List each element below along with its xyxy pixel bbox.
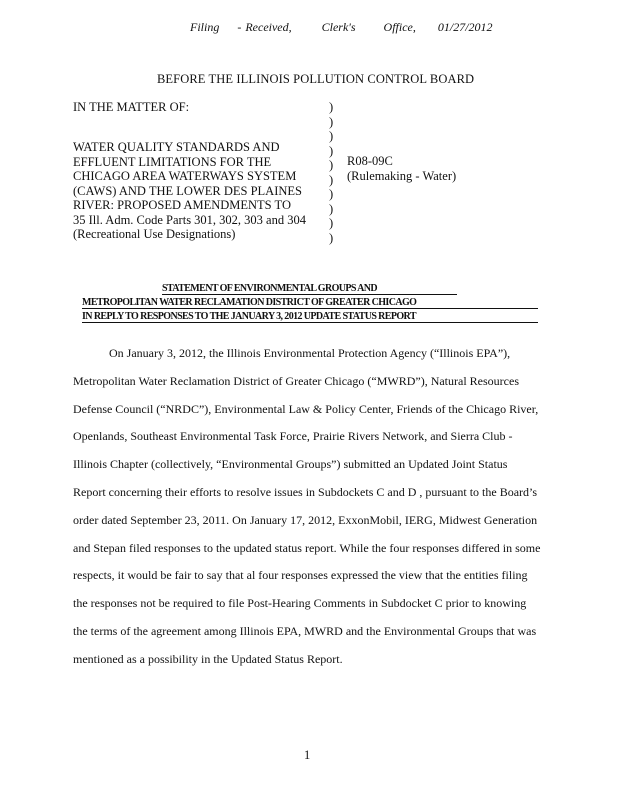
paren: ) <box>329 172 334 187</box>
matter-label: IN THE MATTER OF: <box>73 100 190 114</box>
paren: ) <box>329 201 334 216</box>
caption-line: (Recreational Use Designations) <box>73 227 236 241</box>
body-line: Openlands, Southeast Environmental Task Force, Prairie Rivers Network, and Sierra Club - <box>73 429 513 444</box>
caption-line: RIVER: PROPOSED AMENDMENTS TO <box>73 198 291 212</box>
page-number: 1 <box>304 748 311 762</box>
paren: ) <box>329 143 334 158</box>
board-title: BEFORE THE ILLINOIS POLLUTION CONTROL BOARD <box>157 72 475 86</box>
statement-title-line-1: STATEMENT OF ENVIRONMENTAL GROUPS AND <box>162 283 378 294</box>
body-line: the terms of the agreement among Illinois EPA, MWRD and the Environmental Groups that was <box>73 623 537 638</box>
filing-stamp <box>190 20 493 35</box>
caption-line: (CAWS) AND THE LOWER DES PLAINES <box>73 183 302 198</box>
received-word: - Received, <box>237 20 292 34</box>
body-line: mentioned as a possibility in the Updated Status Report. <box>73 651 343 666</box>
docket-info <box>347 154 456 183</box>
caption-line: WATER QUALITY STANDARDS AND <box>73 140 280 154</box>
paren: ) <box>329 158 334 172</box>
body-line: Illinois Chapter (collectively, “Environmental Groups”) submitted an Updated Joint Status <box>73 457 508 472</box>
caption-parens <box>329 100 333 245</box>
body-line: respects, it would be fair to say that al four responses expressed the view that the entities filing <box>73 568 528 583</box>
caption-line: 35 Ill. Adm. Code Parts 301, 302, 303 and 304 <box>73 212 306 227</box>
paren: ) <box>329 100 334 114</box>
filing-date: 01/27/2012 <box>437 20 493 34</box>
body-line: and Stepan filed responses to the updated status report. While the four responses differed in some <box>73 540 541 555</box>
paren: ) <box>329 129 334 143</box>
caption-line: CHICAGO AREA WATERWAYS SYSTEM <box>73 169 297 183</box>
paren: ) <box>329 114 334 129</box>
body-paragraph <box>73 340 553 674</box>
statement-title-line-3: IN REPLY TO RESPONSES TO THE JANUARY 3, 2012 UPDATE STATUS REPORT <box>82 311 416 322</box>
paren: ) <box>329 187 334 201</box>
title-underline-1 <box>162 294 457 295</box>
title-underline-3 <box>82 322 538 323</box>
body-line: On January 3, 2012, the Illinois Environmental Protection Agency (“Illinois EPA”), <box>109 346 511 360</box>
office-word: Office, <box>383 20 416 34</box>
paren: ) <box>329 230 334 245</box>
body-line: order dated September 23, 2011. On January 17, 2012, ExxonMobil, IERG, Midwest Generation <box>73 512 538 527</box>
case-caption <box>73 140 306 242</box>
body-line: the responses not be required to file Post-Hearing Comments in Subdocket C prior to knowing <box>73 596 527 611</box>
statement-title-line-2: METROPOLITAN WATER RECLAMATION DISTRICT OF GREATER CHICAGO <box>82 297 417 308</box>
title-underline-2 <box>82 308 538 309</box>
caption-line: EFFLUENT LIMITATIONS FOR THE <box>73 154 272 169</box>
docket-type: (Rulemaking - Water) <box>347 168 457 183</box>
paren: ) <box>329 216 334 230</box>
body-line: Defense Council (“NRDC”), Environmental Law & Policy Center, Friends of the Chicago River, <box>73 401 539 416</box>
body-line: Metropolitan Water Reclamation District of Greater Chicago (“MWRD”), Natural Resources <box>73 373 519 388</box>
filing-word: Filing <box>190 20 220 34</box>
body-line: Report concerning their efforts to resolve issues in Subdockets C and D , pursuant to the Board’s <box>73 484 538 499</box>
clerks-word: Clerk's <box>321 20 356 34</box>
docket-number: R08-09C <box>347 154 393 168</box>
